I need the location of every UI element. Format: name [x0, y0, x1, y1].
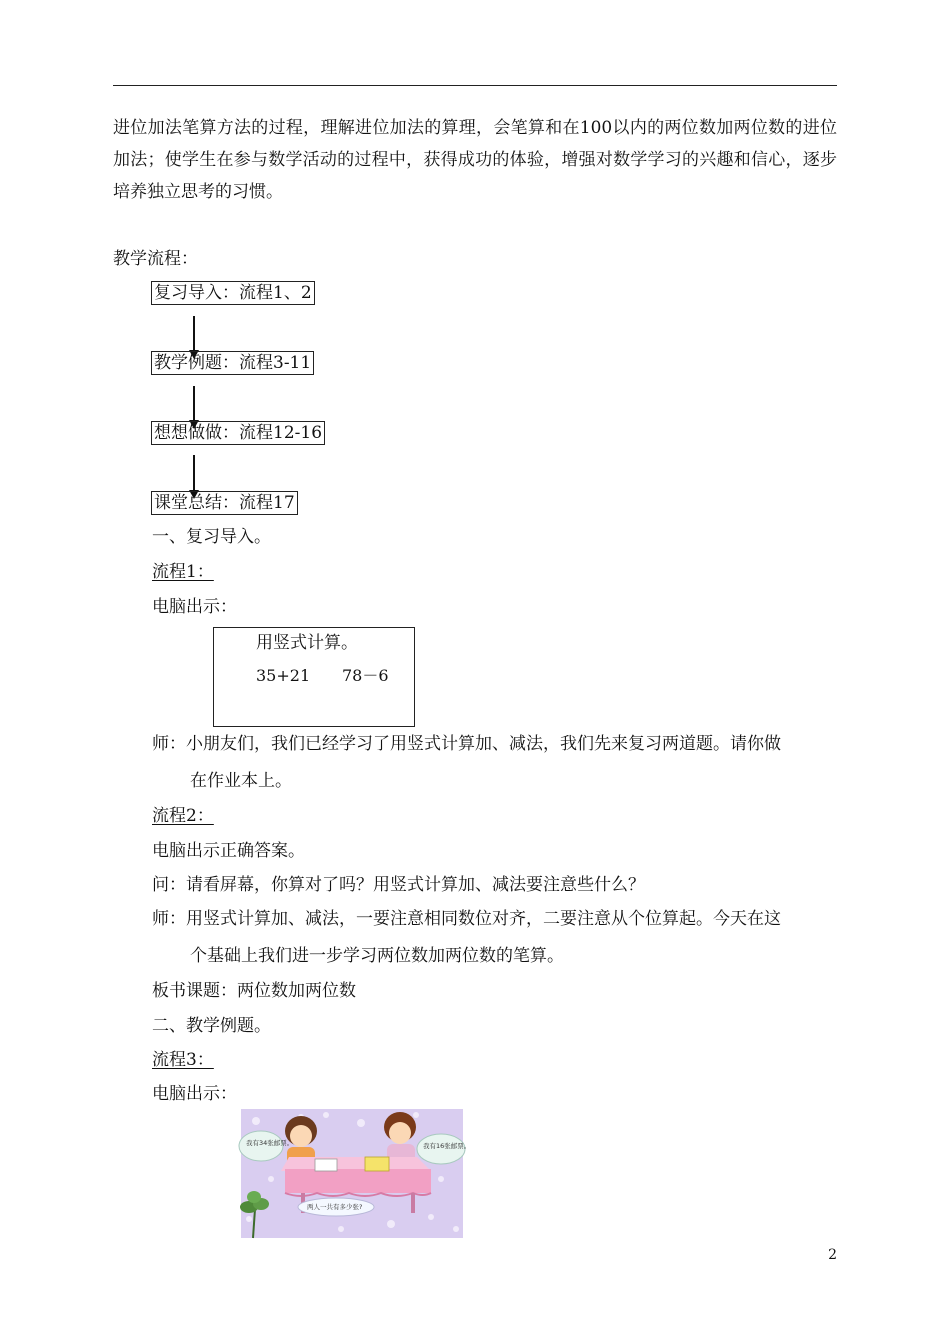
calc-box — [213, 627, 415, 727]
section1-heading: 一、复习导入。 — [152, 527, 271, 547]
teacher-line-2b: 个基础上我们进一步学习两位数加两位数的笔算。 — [190, 946, 564, 966]
flow-arrow-1 — [193, 316, 195, 350]
teacher-line-1a: 师：小朋友们，我们已经学习了用竖式计算加、减法，我们先来复习两道题。请你做 — [152, 734, 781, 754]
display-2: 电脑出示正确答案。 — [152, 841, 305, 861]
section2-heading: 二、教学例题。 — [152, 1016, 271, 1036]
page-number: 2 — [828, 1247, 837, 1263]
calc-expr-1: 35+21 — [256, 666, 311, 685]
flow-step-2: 教学例题：流程3-11 — [151, 351, 314, 375]
header-rule — [113, 85, 837, 86]
board-title: 板书课题：两位数加两位数 — [152, 981, 356, 1001]
bottom-bubble-text: 两人一共有多少张? — [307, 1203, 363, 1211]
flow-step-1: 复习导入：流程1、2 — [151, 281, 315, 305]
display-1: 电脑出示： — [152, 597, 237, 617]
flow-step-3: 想想做做：流程12-16 — [151, 421, 325, 445]
calc-expr-2: 78－6 — [342, 666, 389, 685]
calc-title: 用竖式计算。 — [256, 633, 358, 653]
stamps-illustration — [241, 1109, 471, 1238]
flow-step-4: 课堂总结：流程17 — [151, 491, 298, 515]
teacher-line-1b: 在作业本上。 — [190, 771, 292, 791]
flow3-label: 流程3： — [152, 1050, 214, 1070]
flow2-label: 流程2： — [152, 806, 214, 826]
flow-arrow-2 — [193, 386, 195, 420]
right-bubble-text: 我有16张邮票。 — [423, 1142, 471, 1150]
display-3: 电脑出示： — [152, 1084, 237, 1104]
question-line: 问：请看屏幕，你算对了吗？用竖式计算加、减法要注意些什么？ — [152, 875, 645, 895]
intro-paragraph: 进位加法笔算方法的过程，理解进位加法的算理，会笔算和在100以内的两位数加两位数的进位加法；使学生在参与数学活动的过程中，获得成功的体验，增强对数学学习的兴趣和信心，逐步培养独立思考的习惯。 — [113, 118, 837, 202]
flow-arrow-3 — [193, 455, 195, 490]
teacher-line-2a: 师：用竖式计算加、减法，一要注意相同数位对齐，二要注意从个位算起。今天在这 — [152, 909, 781, 929]
flow1-label: 流程1： — [152, 562, 214, 582]
left-bubble-text: 我有34张邮票。 — [246, 1139, 294, 1147]
flow-heading: 教学流程： — [113, 249, 198, 269]
